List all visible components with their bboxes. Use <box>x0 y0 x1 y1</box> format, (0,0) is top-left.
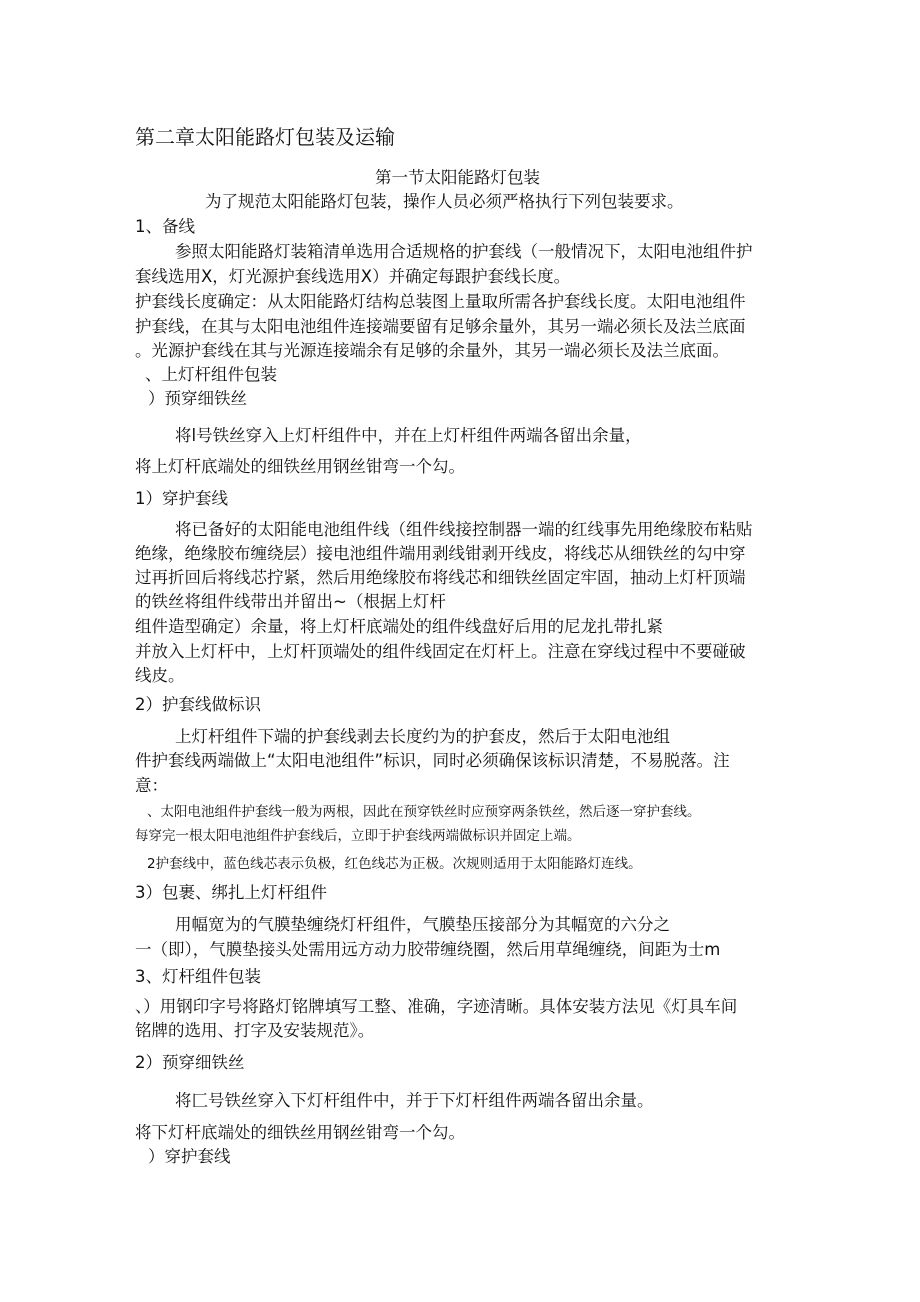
body-text: 套线选用X，灯光源护套线选用X）并确定每跟护套线长度。 <box>135 267 571 286</box>
body-text: 将l号铁丝穿入上灯杆组件中，并在上灯杆组件两端各留出余量， <box>175 426 642 445</box>
body-text: 用幅宽为的气膜垫缠绕灯杆组件，气膜垫压接部分为其幅宽的六分之 <box>175 915 670 934</box>
subheading: 1）穿护套线 <box>135 489 228 508</box>
body-text: 将已备好的太阳能电池组件线（组件线接控制器一端的红线事先用绝缘胶布粘贴 <box>175 520 753 539</box>
body-text: 件护套线两端做上“太阳电池组件”标识，同时必须确保该标识清楚，不易脱落。注 <box>135 751 730 770</box>
subheading: 2）预穿细铁丝 <box>135 1053 245 1072</box>
subheading: 2）护套线做标识 <box>135 695 261 714</box>
body-text: 护套线，在其与太阳电池组件连接端要留有足够余量外，其另一端必须长及法兰底面 <box>135 317 746 336</box>
body-text: 绝缘，绝缘胶布缠绕层）接电池组件端用剥线钳剥开线皮，将线芯从细铁丝的勾中穿 <box>135 544 746 563</box>
body-text: 将上灯杆底端处的细铁丝用钢丝钳弯一个勾。 <box>135 457 465 476</box>
subheading: 3）包裹、绑扎上灯杆组件 <box>135 883 327 902</box>
chapter-title: 第二章太阳能路灯包装及运输 <box>135 125 395 149</box>
note-text: 2护套线中，蓝色线芯表示负极，红色线芯为正极。次规则适用于太阳能路灯连线。 <box>147 856 642 872</box>
body-text: 铭牌的选用、打字及安装规范》。 <box>135 1021 375 1040</box>
heading-1: 1、备线 <box>135 217 195 236</box>
body-text: 并放入上灯杆中，上灯杆顶端处的组件线固定在灯杆上。注意在穿线过程中不要碰破 <box>135 642 746 661</box>
body-text: 的铁丝将组件线带出并留出~（根据上灯杆 <box>135 592 446 611</box>
body-text: 。光源护套线在其与光源连接端余有足够的余量外，其另一端必须长及法兰底面。 <box>135 341 729 360</box>
note-text: 、太阳电池组件护套线一般为两根，因此在预穿铁丝时应预穿两条铁丝，然后逐一穿护套线。 <box>147 804 701 820</box>
body-text: 上灯杆组件下端的护套线剥去长度约为的护套皮，然后于太阳电池组 <box>175 727 670 746</box>
body-text: 一（即），气膜垫接头处需用远方动力胶带缠绕圈，然后用草绳缠绕，间距为士m <box>135 940 721 959</box>
body-text: 将下灯杆底端处的细铁丝用钢丝钳弯一个勾。 <box>135 1123 465 1142</box>
subheading: ）穿护套线 <box>148 1147 231 1166</box>
note-text: 每穿完一根太阳电池组件护套线后，立即于护套线两端做标识并固定上端。 <box>135 828 581 844</box>
body-text: 、）用钢印字号将路灯铭牌填写工整、准确，字迹清晰。具体安装方法见《灯具车间 <box>135 997 738 1016</box>
body-text: 过再折回后将线芯拧紧，然后用绝缘胶布将线芯和细铁丝固定牢固，抽动上灯杆顶端 <box>135 568 746 587</box>
intro-text: 为了规范太阳能路灯包装，操作人员必须严格执行下列包装要求。 <box>205 192 684 211</box>
body-text: 参照太阳能路灯装箱清单选用合适规格的护套线（一般情况下，太阳电池组件护 <box>175 242 753 261</box>
heading-2: 、上灯杆组件包装 <box>145 365 277 384</box>
body-text: 护套线长度确定：从太阳能路灯结构总装图上量取所需各护套线长度。太阳电池组件 <box>135 292 746 311</box>
body-text: 组件造型确定）余量，将上灯杆底端处的组件线盘好后用的尼龙扎带扎紧 <box>135 617 663 636</box>
body-text: 意： <box>135 776 168 795</box>
section-title: 第一节太阳能路灯包装 <box>375 168 540 187</box>
body-text: 将匚号铁丝穿入下灯杆组件中，并于下灯杆组件两端各留出余量。 <box>175 1091 654 1110</box>
heading-3: 3、灯杆组件包装 <box>135 967 261 986</box>
body-text: 线皮。 <box>135 666 185 685</box>
subheading: ）预穿细铁丝 <box>148 389 247 408</box>
